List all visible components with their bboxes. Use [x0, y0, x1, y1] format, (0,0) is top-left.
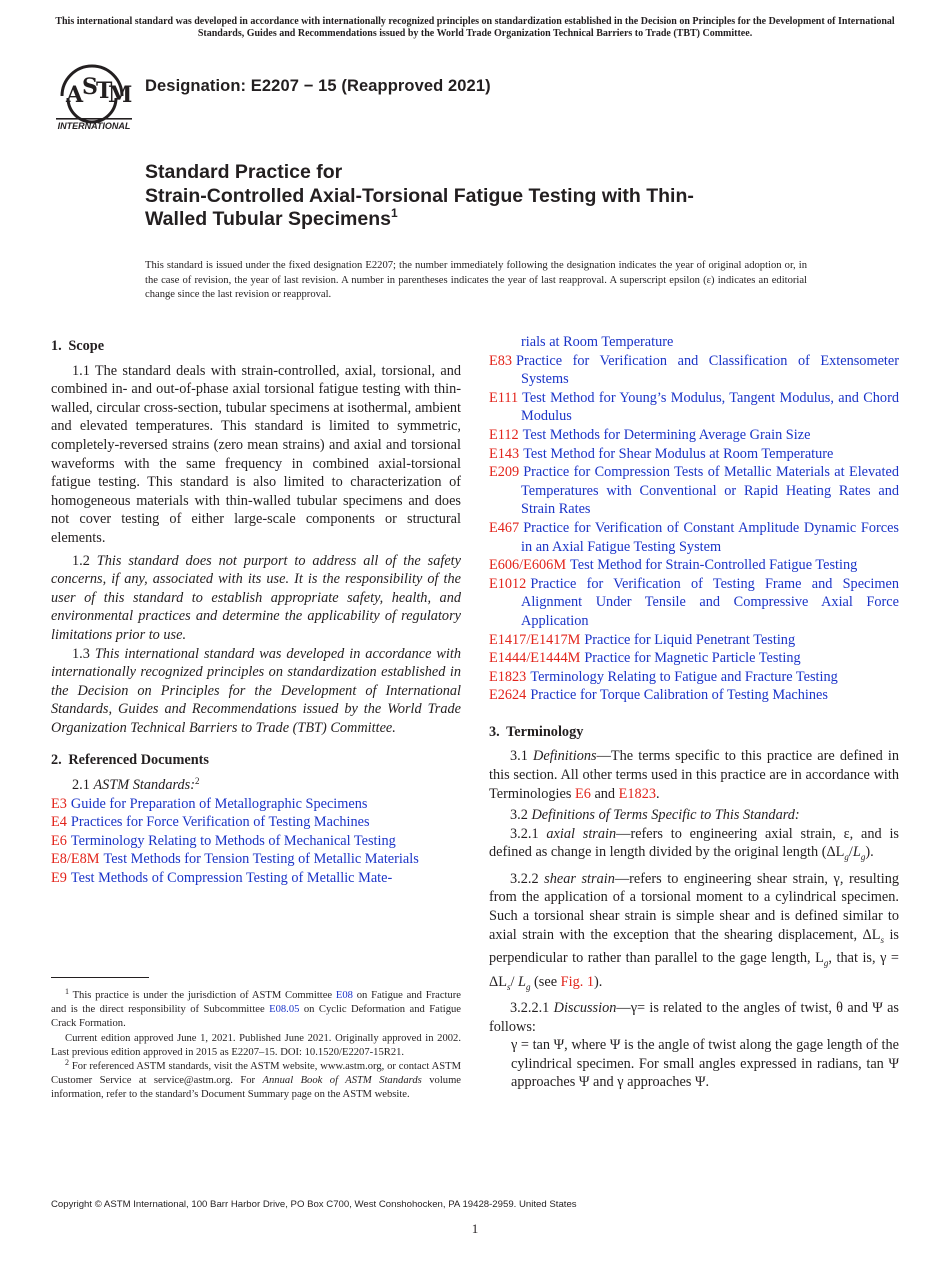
para-1-1: 1.1 The standard deals with strain-controlled, axial, torsional, and combined in- and out-of-phase axial torsional fatigue testing with thin-walled, circular cross-section, tubular specimens at isothermal, ambient and elevated temperatures. This standard is limited to symmetric, completely-reversed strains (zero mean strains) and axial and torsional waveforms with the same frequency in combined axial-torsional fatigue testing. This standard is also limited to characterization of homogeneous materials with thin-walled tubular specimens and does not cover testing of either large-scale components or structural elements. — [51, 362, 461, 546]
link-e1823[interactable]: E1823 — [618, 785, 656, 802]
para-2-1: 2.1 ASTM Standards:$^2$ — [72, 776, 200, 794]
link-e08-05[interactable]: E08.05 — [269, 1004, 300, 1016]
reference-item — [489, 445, 899, 464]
reference-code-link[interactable]: E209 — [489, 464, 520, 481]
referenced-standards-list-right — [489, 352, 899, 705]
reference-code-link[interactable]: E1823 — [489, 668, 527, 685]
reference-item — [489, 631, 899, 650]
section-heading-terminology: 3. Terminology — [489, 723, 584, 740]
reference-code-link[interactable]: E112 — [489, 426, 519, 443]
footnote-1: $^1$ This practice is under the jurisdiction of ASTM Committee E08 on Fatigue and Fracture and is the direct responsibility of Subcommittee E08.05 on Cyclic Deformation and Fatigue Crack Formation. — [51, 987, 462, 1030]
page-number: 1 — [471, 1221, 479, 1236]
reference-code-link[interactable]: E1444/E1444M — [489, 650, 581, 667]
para-gamma-equation: γ = tan Ψ, where Ψ is the angle of twist along the gage length of the cylindrical specimen. For small angles expressed in radians, tan Ψ approaches Ψ and γ approaches Ψ. — [511, 1037, 899, 1091]
para-3-2: 3.2 Definitions of Terms Specific to This Standard: — [510, 807, 800, 824]
reference-code-link[interactable]: E4 — [51, 814, 67, 831]
reference-item — [489, 686, 899, 705]
designation: Designation: E2207 − 15 (Reapproved 2021) — [145, 77, 491, 95]
section-heading-scope: 1. Scope — [51, 338, 105, 354]
reference-title-link[interactable]: Practice for Verification and Classification of Extensometer Systems — [516, 352, 899, 388]
reference-code-link[interactable]: E1012 — [489, 575, 527, 592]
astm-logo — [54, 58, 134, 132]
reference-title-link[interactable]: Practice for Verification of Constant Amplitude Dynamic Forces in an Axial Fatigue Testing System — [521, 519, 899, 555]
reference-title-link[interactable]: Practice for Compression Tests of Metallic Materials at Elevated Temperatures with Conventional or Rapid Heating Rates and Strain Rates — [521, 464, 899, 518]
reference-item — [51, 832, 461, 851]
reference-title-link[interactable]: Test Method for Strain-Controlled Fatigue Testing — [570, 557, 858, 574]
reference-code-link[interactable]: E111 — [489, 389, 519, 406]
reference-title-link[interactable]: Terminology Relating to Methods of Mechanical Testing — [70, 832, 396, 849]
link-fig-1[interactable]: Fig. 1 — [560, 973, 595, 990]
reference-code-link[interactable]: E467 — [489, 519, 520, 536]
reference-item — [489, 519, 899, 556]
link-e08[interactable]: E08 — [335, 990, 353, 1001]
para-1-3: 1.3 This international standard was developed in accordance with internationally recognized principles on standardization established in the Decision on Principles for the Development of International Standards, Guides and Recommendations issued by the World Trade Organization Technical Barriers to Trade (TBT) Committee. — [51, 645, 462, 736]
footnote-2: $^2$ For referenced ASTM standards, visit the ASTM website, www.astm.org, or contact ASTM Customer Service at service@astm.org. For Annual Book of ASTM Standards volume information, refer to the standard’s Document Summary page on the ASTM website. — [51, 1058, 462, 1101]
reference-code-link[interactable]: E8/E8M — [51, 851, 100, 868]
title-line-1: Standard Practice for — [145, 161, 343, 183]
title-line-3: Walled Tubular Specimens — [145, 208, 391, 230]
reference-item — [489, 389, 899, 426]
reference-code-link[interactable]: E606/E606M — [489, 557, 567, 574]
section-heading-referenced-documents: 2. Referenced Documents — [51, 752, 209, 769]
reference-title-link[interactable]: Practice for Verification of Testing Frame and Specimen Alignment Under Tensile and Compressive Axial Force Application — [521, 575, 899, 629]
reference-title-link[interactable]: Practice for Magnetic Particle Testing — [584, 650, 801, 667]
reference-item — [489, 649, 899, 668]
referenced-standards-list-left — [51, 795, 461, 888]
logo-text: INTERNATIONAL — [57, 121, 131, 131]
development-notice: This international standard was developed in accordance with internationally recognized principles on standardization established in the Decision on Principles for the Development of International Standards, Guides and Recommendations issued by the World Trade Organization Technical Barriers to Trade (TBT) Committee. — [55, 16, 895, 39]
issuance-note: This standard is issued under the fixed designation E2207; the number immediately following the designation indicates the year of original adoption or, in the case of revision, the year of last revision. A number in parentheses indicates the year of last reapproval. A superscript epsilon (ε) indicates an editorial change since the last revision or reapproval. — [145, 260, 807, 300]
reference-title-link[interactable]: Practice for Liquid Penetrant Testing — [584, 631, 796, 648]
reference-code-link[interactable]: E143 — [489, 445, 520, 462]
svg-text:A: A — [66, 82, 84, 108]
document-title — [145, 161, 805, 232]
reference-title-link[interactable]: Test Method for Shear Modulus at Room Temperature — [523, 445, 834, 462]
para-3-1: 3.1 Definitions—The terms specific to this practice are defined in this section. All other terms used in this practice are in accordance with Terminologies E6 and E1823. — [489, 748, 899, 802]
footnotes — [51, 989, 461, 1103]
reference-title-link[interactable]: Test Methods for Determining Average Grain Size — [522, 426, 811, 443]
para-3-2-1: 3.2.1 axial strain—refers to engineering axial strain, ε, and is defined as change in length divided by the original length $(\Delta L_g/L_g)$. — [489, 825, 899, 863]
left-column — [51, 333, 461, 888]
para-3-2-2: 3.2.2 shear strain—refers to engineering shear strain, γ, resulting from the application of a torsional moment to a cylindrical specimen. Such a torsional shear strain is simple shear and is defined similar to axial strain with the exception that the shearing displacement, $\Delta L_s$ is perpendicular to rather than parallel to the gage length, $L_g$, that is, $\gamma = \Delta L_s/$ $L_g$ (see Fig. 1). — [489, 870, 900, 992]
reference-title-link[interactable]: Test Methods of Compression Testing of Metallic Mate- — [70, 870, 393, 887]
reference-item — [489, 463, 899, 519]
reference-continuation[interactable]: rials at Room Temperature — [521, 334, 674, 350]
reference-item — [51, 850, 461, 869]
reference-title-link[interactable]: Practice for Torque Calibration of Testing Machines — [530, 687, 828, 704]
reference-title-link[interactable]: Guide for Preparation of Metallographic Specimens — [70, 795, 368, 812]
svg-text:T: T — [96, 78, 113, 104]
reference-item — [489, 352, 899, 389]
right-column — [489, 333, 899, 1095]
reference-code-link[interactable]: E2624 — [489, 687, 527, 704]
reference-item — [489, 575, 899, 631]
reference-item — [489, 426, 899, 445]
svg-text:M: M — [108, 82, 133, 108]
reference-title-link[interactable]: Terminology Relating to Fatigue and Fracture Testing — [530, 668, 838, 685]
footnote-edition: Current edition approved June 1, 2021. Published June 2021. Originally approved in 2002. Last previous edition approved in 2015 as E2207–15. DOI: 10.1520/E2207-15R21. — [51, 1032, 461, 1058]
title-line-2: Strain-Controlled Axial-Torsional Fatigue Testing with Thin- — [145, 184, 694, 207]
reference-code-link[interactable]: E9 — [51, 870, 67, 887]
para-1-2: 1.2 This standard does not purport to address all of the safety concerns, if any, associated with its use. It is the responsibility of the user of this standard to establish appropriate safety, health, and environmental practices and determine the applicability of regulatory limitations prior to use. — [51, 552, 461, 643]
para-3-2-2-1: 3.2.2.1 Discussion—γ= is related to the angles of twist, θ and Ψ as follows: — [489, 1000, 899, 1035]
reference-item — [51, 869, 461, 888]
reference-code-link[interactable]: E83 — [489, 352, 513, 369]
reference-code-link[interactable]: E3 — [51, 795, 67, 812]
reference-code-link[interactable]: E1417/E1417M — [489, 631, 581, 648]
reference-title-link[interactable]: Practices for Force Verification of Testing Machines — [70, 814, 370, 831]
copyright: Copyright © ASTM International, 100 Barr Harbor Drive, PO Box C700, West Conshohocken, PA 19428-2959. United States — [51, 1199, 577, 1210]
link-e6[interactable]: E6 — [574, 785, 591, 802]
reference-title-link[interactable]: Test Method for Young’s Modulus, Tangent Modulus, and Chord Modulus — [521, 389, 899, 425]
footnote-divider — [51, 977, 149, 978]
reference-title-link[interactable]: Test Methods for Tension Testing of Metallic Materials — [103, 851, 419, 868]
reference-item — [51, 813, 461, 832]
svg-text:S: S — [82, 74, 98, 100]
reference-item — [51, 795, 461, 814]
reference-item — [489, 556, 899, 575]
reference-item — [489, 668, 899, 687]
reference-code-link[interactable]: E6 — [51, 832, 67, 849]
title-footnote-mark: 1 — [390, 206, 398, 220]
